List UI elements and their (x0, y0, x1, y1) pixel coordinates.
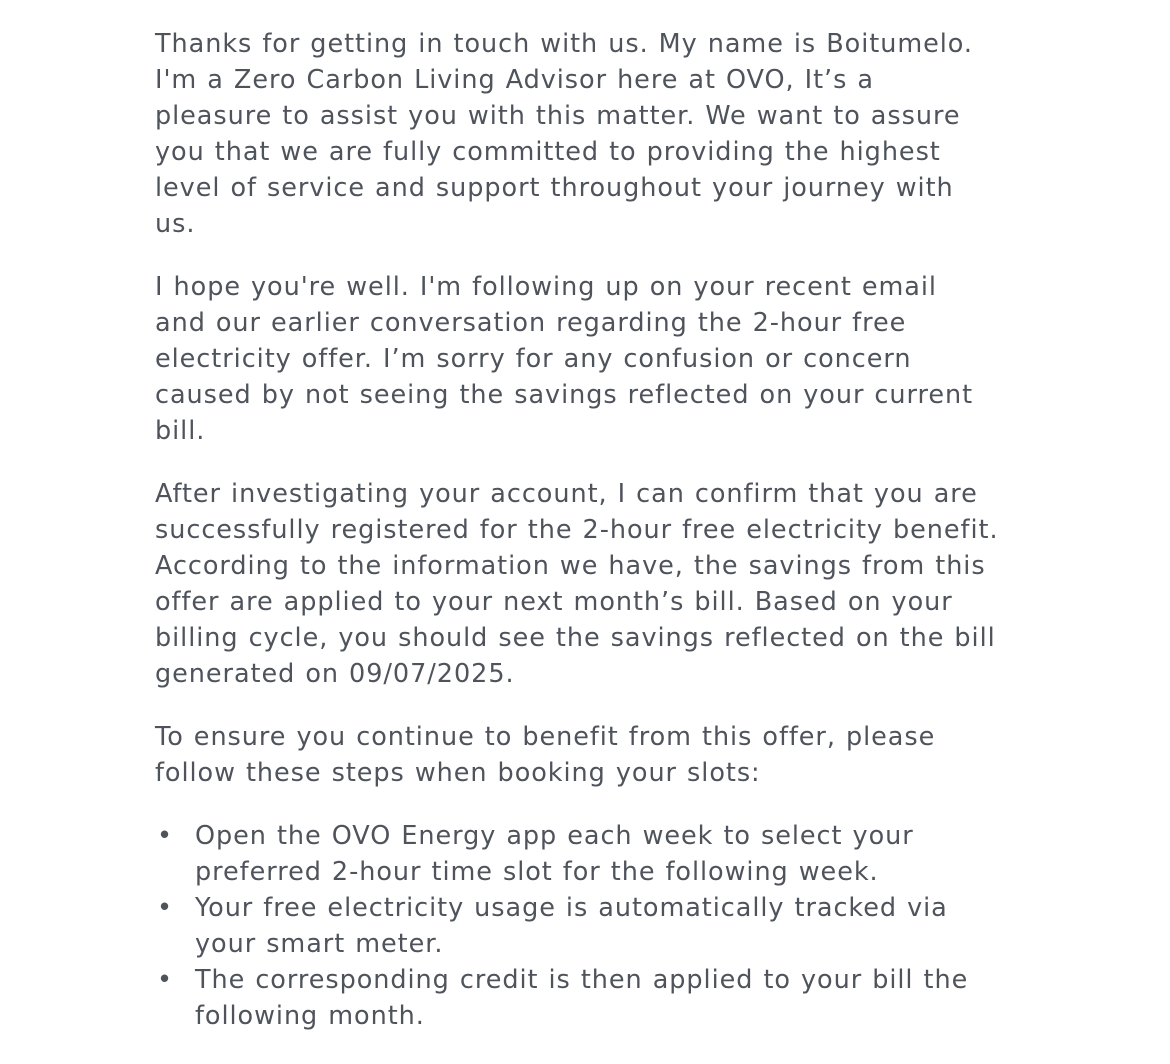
bullet-icon: • (157, 893, 173, 923)
paragraph-account-confirmation: After investigating your account, I can confirm that you are successfully registered for the 2-hour free electricity benefit. According to the information we have, the savings from this offer are applied to your next month’s bill. Based on your billing cycle, you should see the savings reflected on the bill generated on 09/07/2025. (155, 479, 999, 689)
list-item (155, 962, 995, 1034)
list-item (155, 818, 995, 890)
paragraph-steps-intro: To ensure you continue to benefit from this offer, please follow these steps when booking your slots: (155, 722, 936, 788)
paragraph-greeting: Thanks for getting in touch with us. My name is Boitumelo. I'm a Zero Carbon Living Advisor here at OVO, It’s a pleasure to assist you with this matter. We want to assure you that we are fully committed to providing the highest level of service and support throughout your journey with us. (155, 29, 973, 239)
paragraph-follow-up: I hope you're well. I'm following up on your recent email and our earlier conversation regarding the 2-hour free electricity offer. I’m sorry for any confusion or concern caused by not seeing the savings reflected on your current bill. (155, 272, 974, 446)
list-item (155, 890, 995, 962)
email-body (155, 26, 1015, 1034)
bullet-icon: • (157, 965, 173, 995)
step-text: The corresponding credit is then applied to your bill the following month. (195, 965, 969, 1031)
steps-list (155, 818, 1015, 1034)
step-text: Your free electricity usage is automatically tracked via your smart meter. (195, 893, 948, 959)
step-text: Open the OVO Energy app each week to select your preferred 2-hour time slot for the following week. (195, 821, 914, 887)
bullet-icon: • (157, 821, 173, 851)
